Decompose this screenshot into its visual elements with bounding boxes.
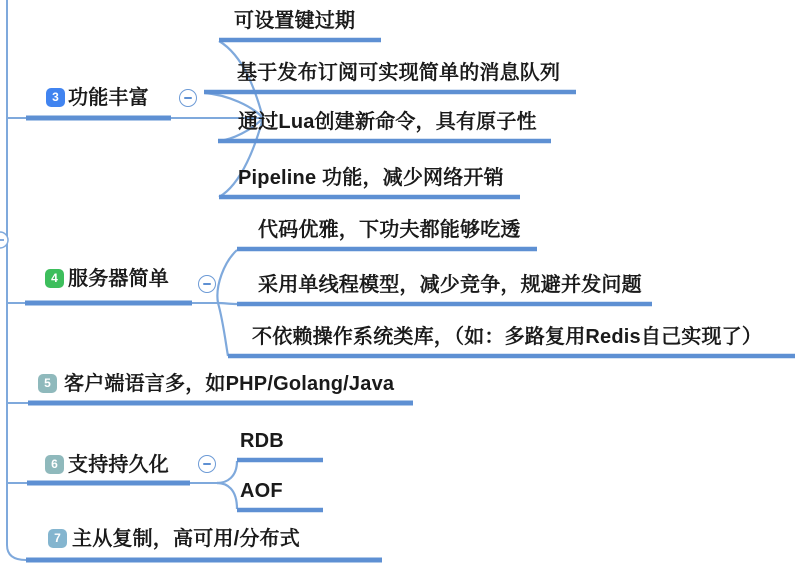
subtopic-node4-child3[interactable]: 不依赖操作系统类库，（如：多路复用Redis自己实现了） [252, 326, 763, 348]
priority-badge-7: 7 [48, 529, 67, 548]
subtopic-node6-child1[interactable]: RDB [240, 430, 284, 452]
subtopic-node4-child2[interactable]: 采用单线程模型，减少竞争，规避并发问题 [258, 274, 642, 296]
priority-badge-3: 3 [46, 88, 65, 107]
collapse-minus-icon[interactable] [198, 455, 216, 473]
trunk-line [7, 0, 26, 560]
curve-node4-child3 [218, 303, 228, 356]
topic-node3[interactable]: 功能丰富 [68, 87, 149, 109]
priority-badge-4: 4 [45, 269, 64, 288]
subtopic-node3-child2[interactable]: 基于发布订阅可实现简单的消息队列 [237, 62, 561, 84]
curve-node4-child2 [218, 303, 237, 304]
curve-node6-child1 [217, 461, 237, 483]
collapse-minus-icon[interactable] [179, 89, 197, 107]
topic-node5[interactable]: 客户端语言多，如PHP/Golang/Java [64, 373, 395, 395]
subtopic-node6-child2[interactable]: AOF [240, 480, 283, 502]
priority-badge-5: 5 [38, 374, 57, 393]
subtopic-node3-child1[interactable]: 可设置键过期 [234, 10, 356, 32]
subtopic-node3-child3[interactable]: 通过Lua创建新命令，具有原子性 [238, 111, 537, 133]
topic-node7[interactable]: 主从复制，高可用/分布式 [72, 528, 300, 550]
subtopic-node4-child1[interactable]: 代码优雅，下功夫都能够吃透 [258, 219, 521, 241]
curve-node6-child2 [217, 483, 237, 509]
subtopic-node3-child4[interactable]: Pipeline 功能，减少网络开销 [238, 167, 504, 189]
topic-node4[interactable]: 服务器简单 [68, 268, 169, 290]
priority-badge-6: 6 [45, 455, 64, 474]
topic-node6[interactable]: 支持持久化 [68, 454, 169, 476]
curve-node4-child1 [217, 250, 237, 303]
collapse-minus-icon[interactable] [198, 275, 216, 293]
